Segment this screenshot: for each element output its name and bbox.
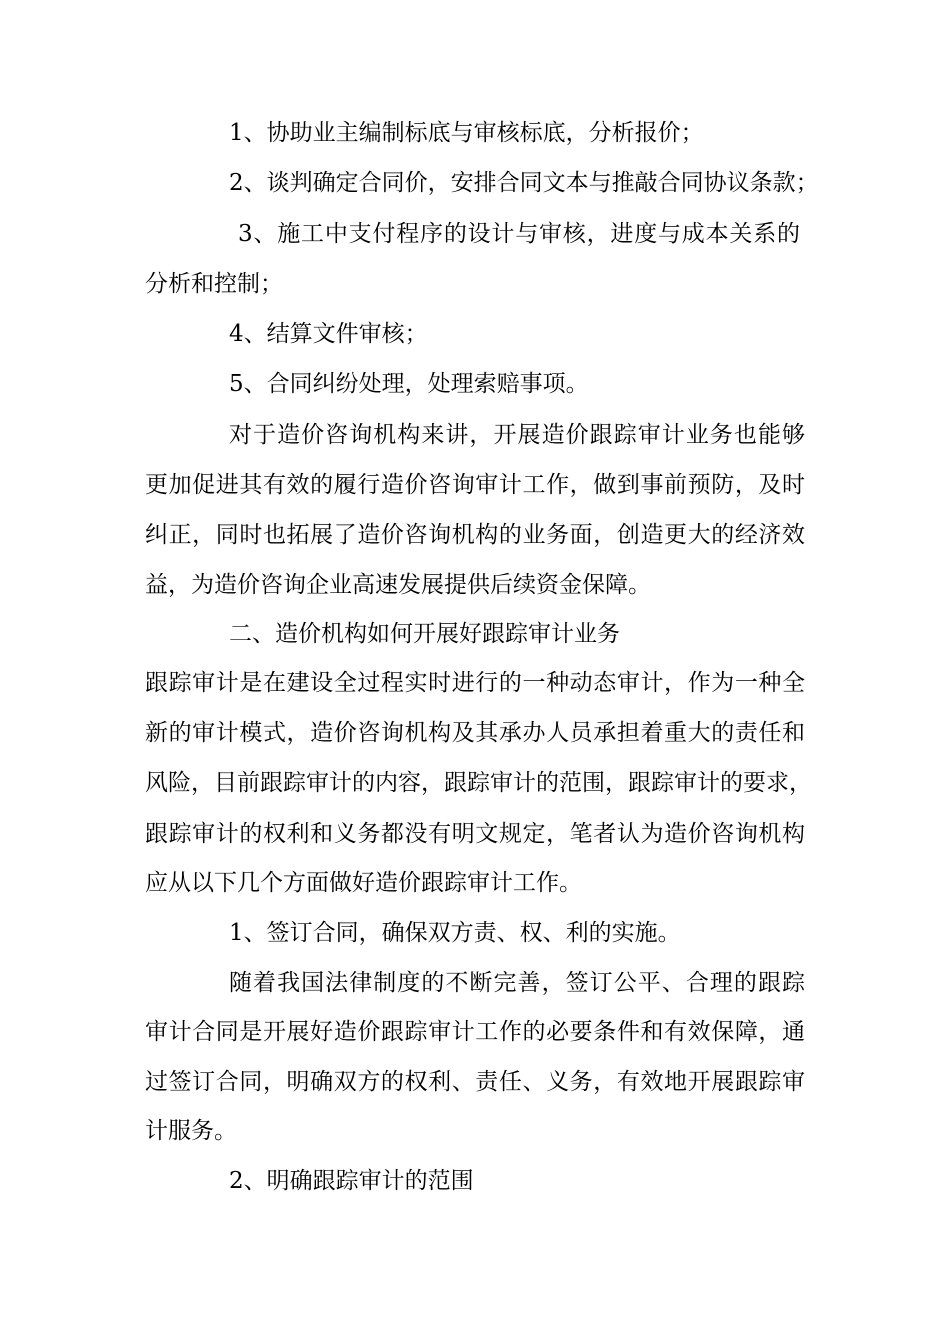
paragraph-line: 审计合同是开展好造价跟踪审计工作的必要条件和有效保障，通 (145, 1019, 805, 1045)
list-item-4: 4、结算文件审核； (229, 321, 428, 347)
paragraph-line: 更加促进其有效的履行造价咨询审计工作，做到事前预防，及时 (145, 472, 805, 498)
paragraph-line: 风险，目前跟踪审计的内容，跟踪审计的范围，跟踪审计的要求， (145, 770, 812, 796)
list-item-3: 3、施工中支付程序的设计与审核，进度与成本关系的 (238, 221, 800, 247)
paragraph-line: 计服务。 (145, 1118, 237, 1144)
paragraph-line: 应从以下几个方面做好造价跟踪审计工作。 (145, 870, 582, 896)
paragraph-line: 纠正，同时也拓展了造价咨询机构的业务面，创造更大的经济效 (145, 522, 805, 548)
section-heading: 二、造价机构如何开展好跟踪审计业务 (229, 621, 620, 647)
list-item-1: 1、协助业主编制标底与审核标底，分析报价； (229, 120, 704, 146)
paragraph-line: 益，为造价咨询企业高速发展提供后续资金保障。 (145, 572, 651, 598)
list-item-2: 2、谈判确定合同价，安排合同文本与推敲合同协议条款； (229, 170, 819, 196)
paragraph-line: 对于造价咨询机构来讲，开展造价跟踪审计业务也能够 (229, 422, 805, 448)
list-item-5: 5、合同纠纷处理，处理索赔事项。 (229, 371, 589, 397)
paragraph-line: 新的审计模式，造价咨询机构及其承办人员承担着重大的责任和 (145, 720, 805, 746)
paragraph-line: 过签订合同，明确双方的权利、责任、义务，有效地开展跟踪审 (145, 1069, 805, 1095)
list-item-scope: 2、明确跟踪审计的范围 (229, 1168, 474, 1194)
paragraph-line: 随着我国法律制度的不断完善，签订公平、合理的跟踪 (229, 970, 805, 996)
paragraph-line: 跟踪审计是在建设全过程实时进行的一种动态审计，作为一种全 (145, 670, 805, 696)
paragraph-line: 跟踪审计的权利和义务都没有明文规定，笔者认为造价咨询机构 (145, 821, 805, 847)
list-item-3-continued: 分析和控制； (145, 271, 283, 297)
list-item-sign-contract: 1、签订合同，确保双方责、权、利的实施。 (229, 920, 681, 946)
